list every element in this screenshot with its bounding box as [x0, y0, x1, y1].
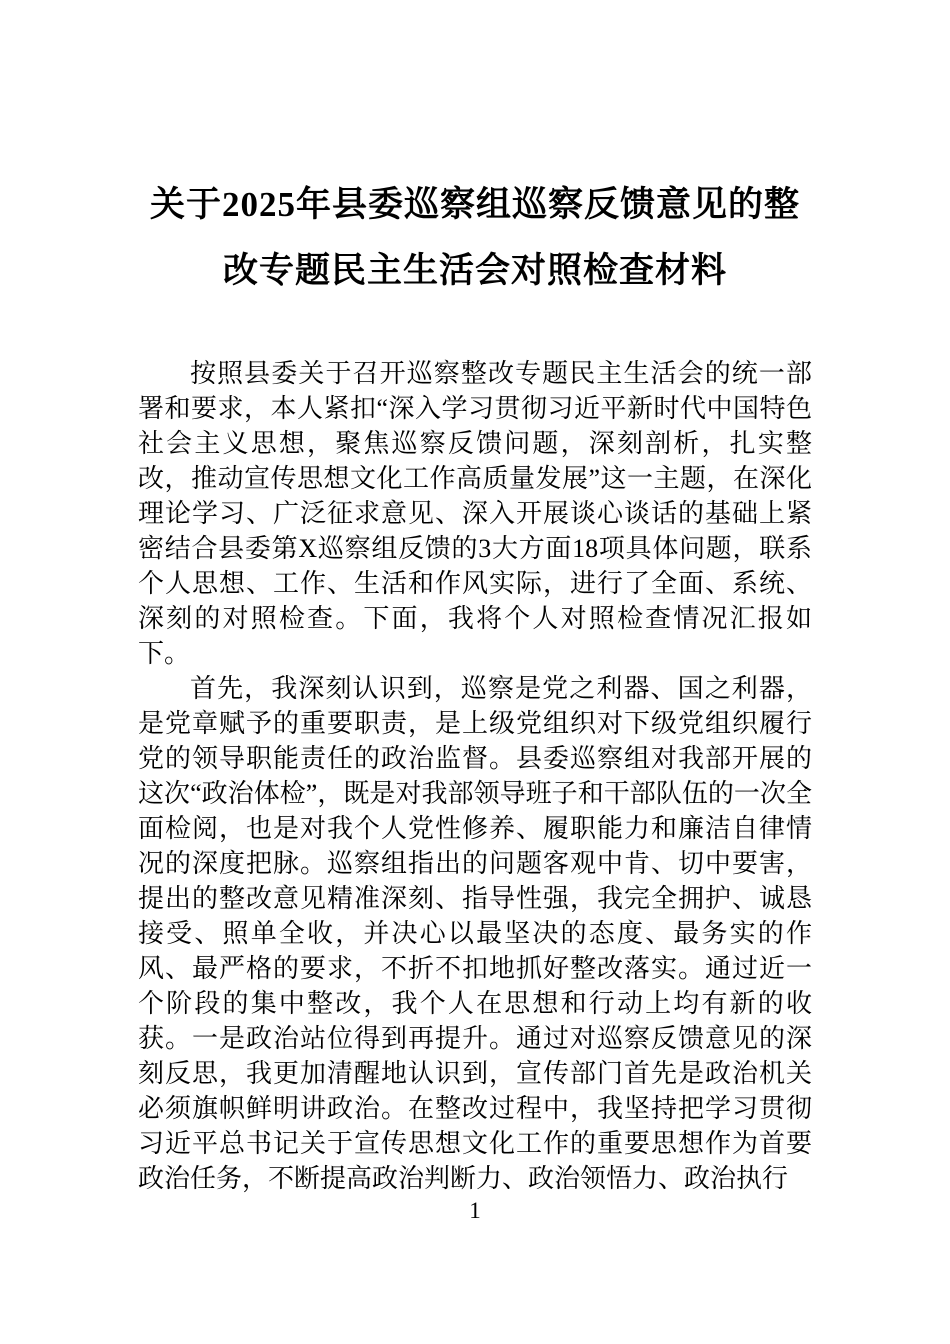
document-body — [138, 356, 812, 1196]
page-number: 1 — [469, 1198, 481, 1223]
document-title — [138, 172, 812, 304]
title-line-1: 关于2025年县委巡察组巡察反馈意见的整 — [149, 185, 800, 224]
body-paragraph-2: 首先，我深刻认识到，巡察是党之利器、国之利器，是党章赋予的重要职责，是上级党组织对下级党组织履行党的领导职能责任的政治监督。县委巡察组对我部开展的这次“政治体检”，既是对我部领导班子和干部队伍的一次全面检阅，也是对我个人党性修养、履职能力和廉洁自律情况的深度把脉。巡察组指出的问题客观中肯、切中要害，提出的整改意见精准深刻、指导性强，我完全拥护、诚恳接受、照单全收，并决心以最坚决的态度、最务实的作风、最严格的要求，不折不扣地抓好整改落实。通过近一个阶段的集中整改，我个人在思想和行动上均有新的收获。一是政治站位得到再提升。通过对巡察反馈意见的深刻反思，我更加清醒地认识到，宣传部门首先是政治机关必须旗帜鲜明讲政治。在整改过程中，我坚持把学习贯彻习近平总书记关于宣传思想文化工作的重要思想作为首要政治任务，不断提高政治判断力、政治领悟力、政治执行 — [138, 674, 812, 1193]
body-paragraph-1: 按照县委关于召开巡察整改专题民主生活会的统一部署和要求，本人紧扣“深入学习贯彻习近平新时代中国特色社会主义思想，聚焦巡察反馈问题，深刻剖析，扎实整改，推动宣传思想文化工作高质量发展”这一主题，在深化理论学习、广泛征求意见、深入开展谈心谈话的基础上紧密结合县委第X巡察组反馈的3大方面18项具体问题，联系个人思想、工作、生活和作风实际，进行了全面、系统、深刻的对照检查。下面，我将个人对照检查情况汇报如下。 — [138, 359, 812, 668]
title-line-2: 改专题民主生活会对照检查材料 — [222, 251, 727, 290]
